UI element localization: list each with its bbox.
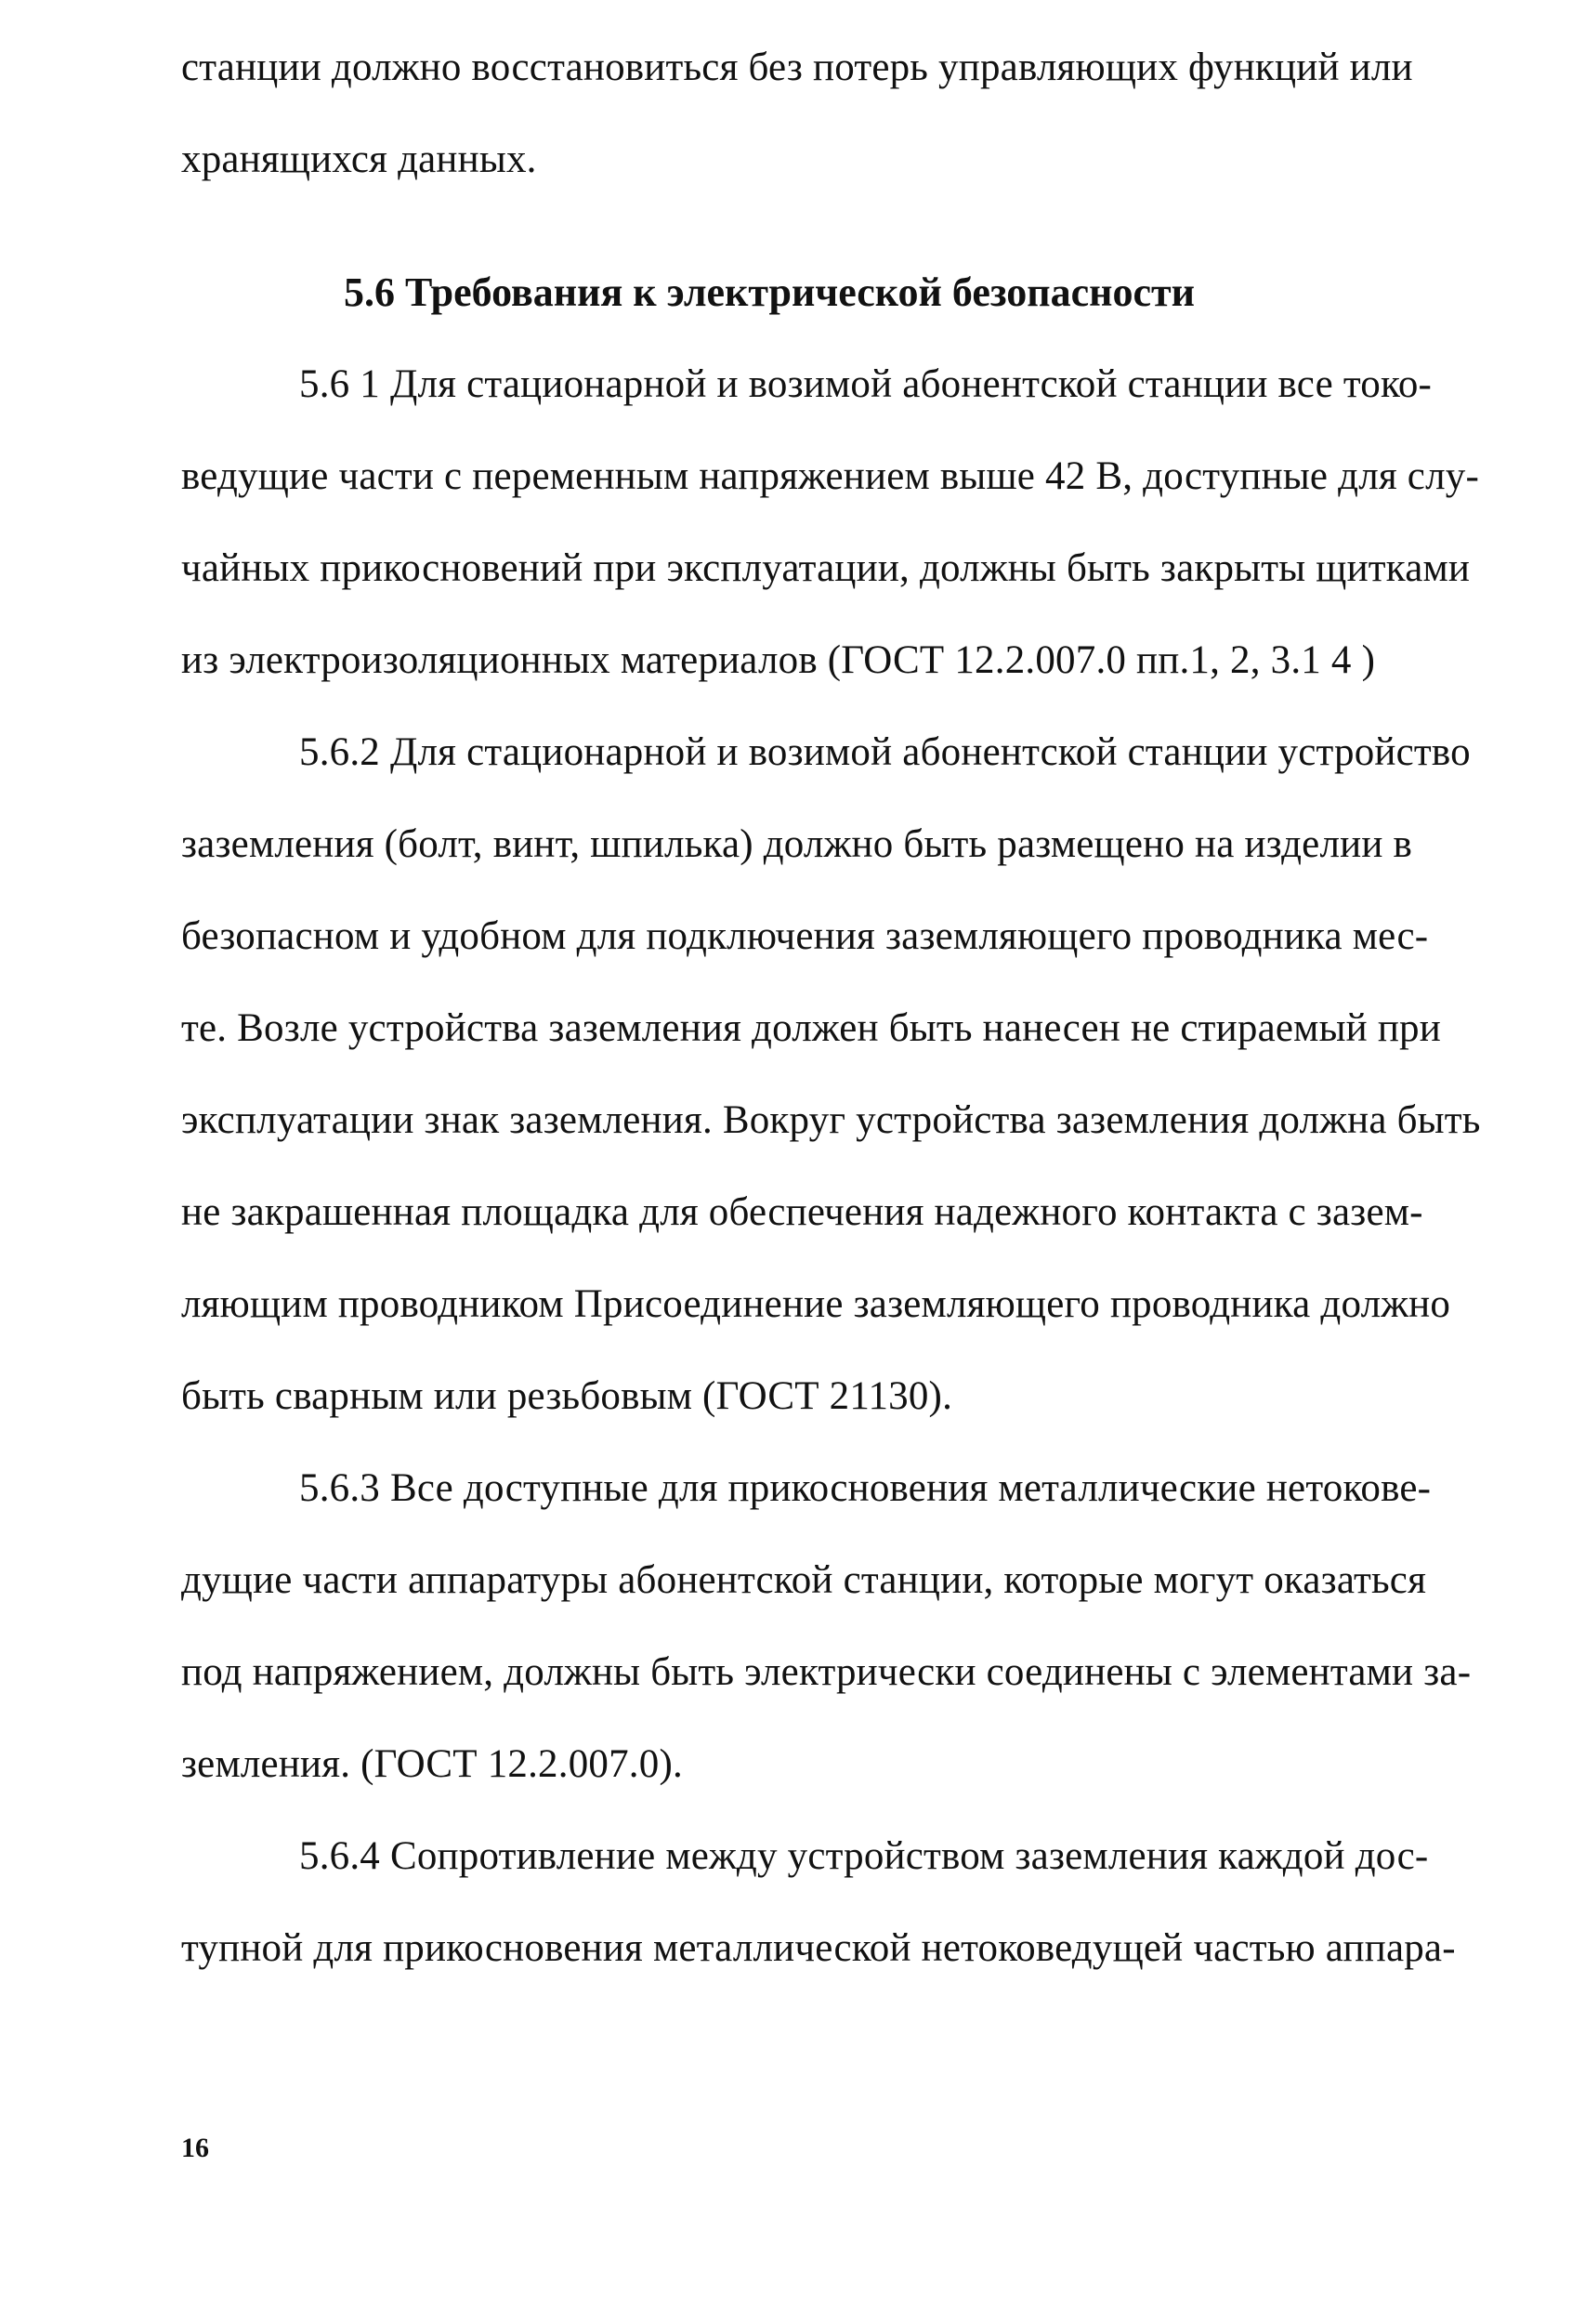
paragraph-line: из электроизоляционных материалов (ГОСТ 12.2.007.0 пп.1, 2, 3.1 4 ) <box>181 638 1376 682</box>
paragraph-line: земления. (ГОСТ 12.2.007.0). <box>181 1742 683 1786</box>
paragraph-line: те. Возле устройства заземления должен быть нанесен не стираемый при <box>181 1006 1441 1050</box>
intro-line: хранящихся данных. <box>181 138 537 181</box>
section-heading: 5.6 Требования к электрической безопасности <box>344 269 1196 315</box>
page-number: 16 <box>181 2133 209 2163</box>
paragraph-line: эксплуатации знак заземления. Вокруг устройства заземления должна быть <box>181 1098 1481 1142</box>
paragraph-line: под напряжением, должны быть электрически соединены с элементами за- <box>181 1650 1472 1694</box>
paragraph-line: ляющим проводником Присоединение заземляющего проводника должно <box>181 1282 1451 1326</box>
paragraph-line: безопасном и удобном для подключения заземляющего проводника мес- <box>181 914 1429 958</box>
paragraph-line: быть сварным или резьбовым (ГОСТ 21130). <box>181 1374 953 1418</box>
paragraph-line: дущие части аппаратуры абонентской станции, которые могут оказаться <box>181 1558 1427 1602</box>
paragraph-line: заземления (болт, винт, шпилька) должно быть размещено на изделии в <box>181 822 1412 866</box>
paragraph-line: 5.6.4 Сопротивление между устройством заземления каждой дос- <box>299 1834 1429 1878</box>
intro-line: станции должно восстановиться без потерь управляющих функций или <box>181 46 1413 89</box>
paragraph-line: чайных прикосновений при эксплуатации, должны быть закрыты щитками <box>181 546 1471 590</box>
paragraph-line: 5.6.3 Все доступные для прикосновения металлические нетокове- <box>299 1466 1432 1510</box>
paragraph-line: 5.6 1 Для стационарной и возимой абонентской станции все токо- <box>299 362 1433 406</box>
paragraph-line: не закрашенная площадка для обеспечения надежного контакта с зазем- <box>181 1190 1423 1234</box>
paragraph-line: 5.6.2 Для стационарной и возимой абонентской станции устройство <box>299 730 1471 774</box>
paragraph-line: ведущие части с переменным напряжением выше 42 В, доступные для слу- <box>181 454 1479 498</box>
paragraph-line: тупной для прикосновения металлической нетоковедущей частью аппара- <box>181 1926 1456 1970</box>
